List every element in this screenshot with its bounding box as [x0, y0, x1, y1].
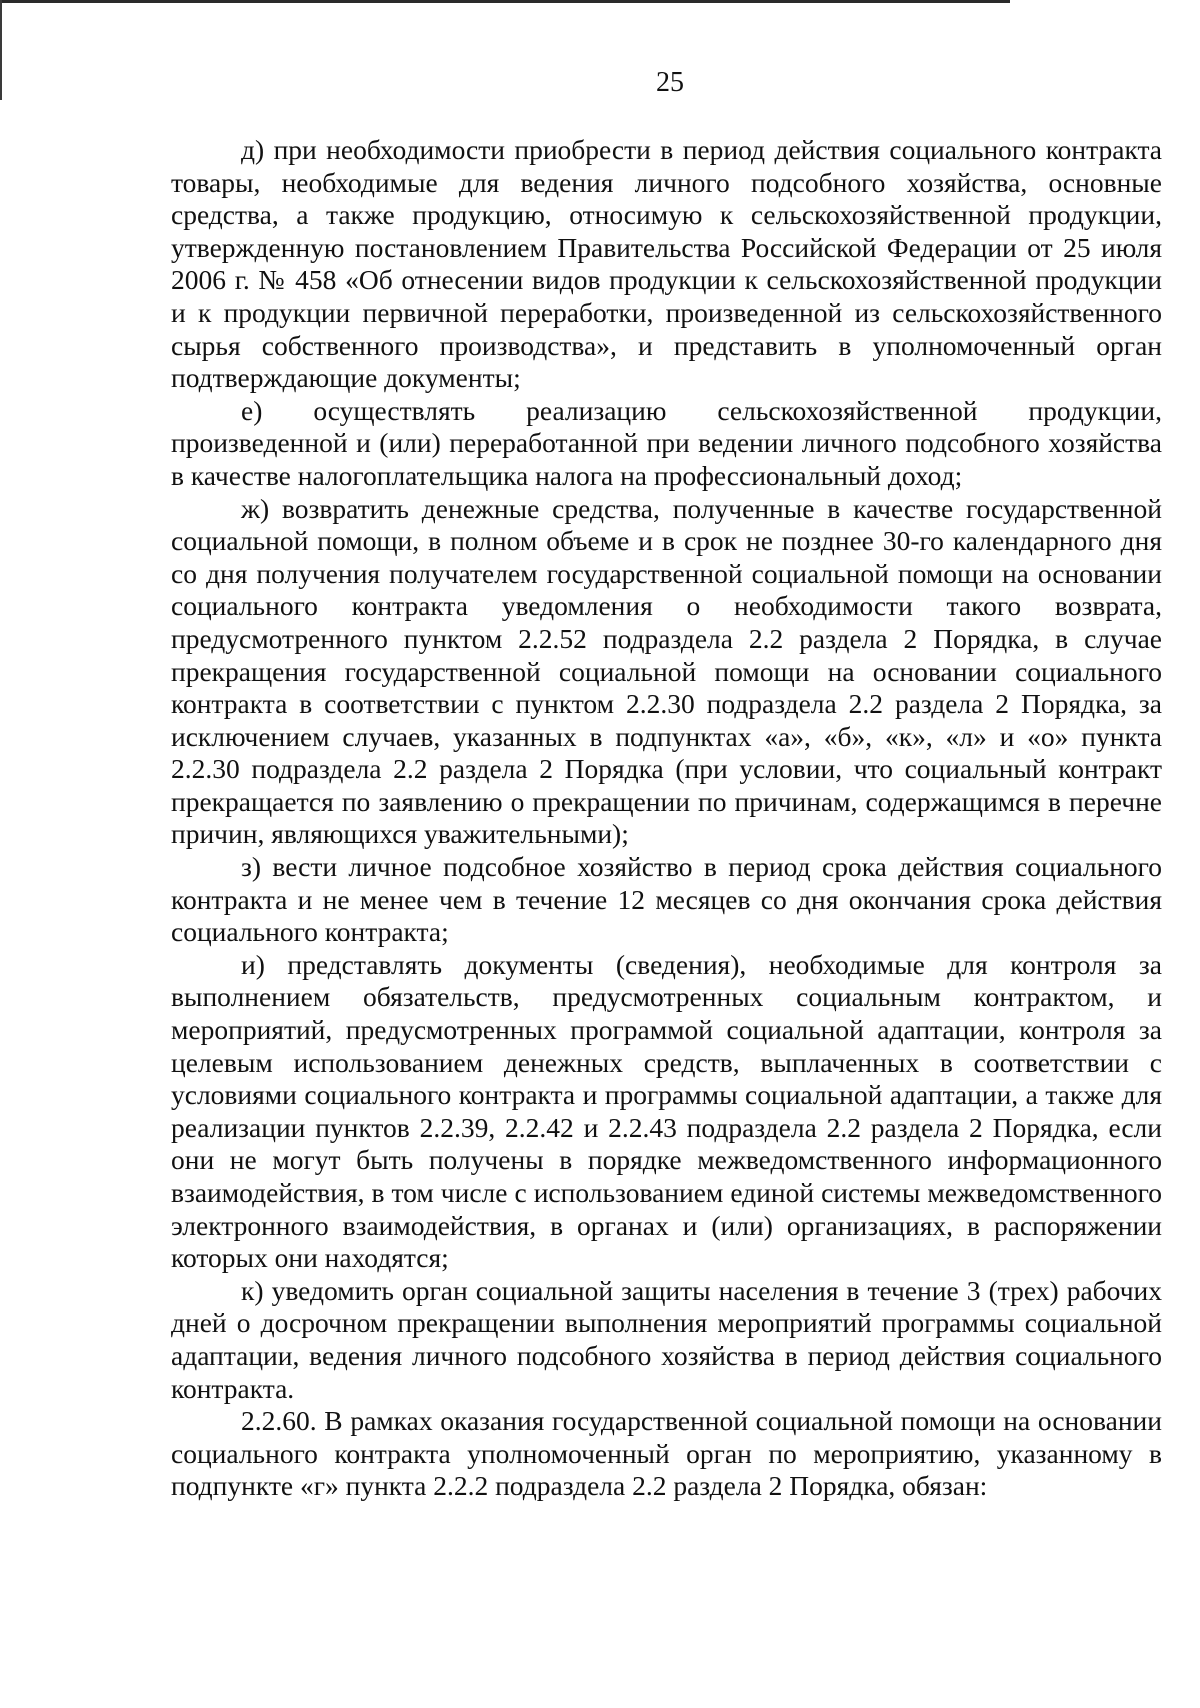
paragraph-i: и) представлять документы (сведения), необходимые для контроля за выполнением обязательств, предусмотренных социальным контрактом, и мероприятий, предусмотренных программой социальной адаптации, контроля за целевым использованием денежных средств, выплаченных в соответствии с условиями социального контракта и программы социальной адаптации, а также для реализации пунктов 2.2.39, 2.2.42 и 2.2.43 подраздела 2.2 раздела 2 Порядка, если они не могут быть получены в порядке межведомственного информационного взаимодействия, в том числе с использованием единой системы межведомственного электронного взаимодействия, в органах и (или) организациях, в распоряжении которых они находятся;: [171, 948, 1162, 1274]
paragraph-e: е) осуществлять реализацию сельскохозяйственной продукции, произведенной и (или) переработанной при ведении личного подсобного хозяйства в качестве налогоплательщика налога на профессиональный доход;: [171, 394, 1162, 491]
document-body: [171, 134, 1162, 1503]
scan-edge-top: [0, 0, 1010, 3]
paragraph-k: к) уведомить орган социальной защиты населения в течение 3 (трех) рабочих дней о досрочном прекращении выполнения мероприятий программы социальной адаптации, ведения личного подсобного хозяйства в период действия социального контракта.: [171, 1274, 1162, 1404]
page-number: 25: [656, 67, 684, 98]
paragraph-d: д) при необходимости приобрести в период действия социального контракта товары, необходимые для ведения личного подсобного хозяйства, основные средства, а также продукцию, относимую к сельскохозяйственной продукции, утвержденную постановлением Правительства Российской Федерации от 25 июля 2006 г. № 458 «Об отнесении видов продукции к сельскохозяйственной продукции и к продукции первичной переработки, произведенной из сельскохозяйственного сырья собственного производства», и представить в уполномоченный орган подтверждающие документы;: [171, 134, 1162, 394]
paragraph-z: з) вести личное подсобное хозяйство в период срока действия социального контракта и не менее чем в течение 12 месяцев со дня окончания срока действия социального контракта;: [171, 851, 1162, 948]
paragraph-zh: ж) возвратить денежные средства, полученные в качестве государственной социальной помощи, в полном объеме и в срок не позднее 30-го календарного дня со дня получения получателем государственной социальной помощи на основании социального контракта уведомления о необходимости такого возврата, предусмотренного пунктом 2.2.52 подраздела 2.2 раздела 2 Порядка, в случае прекращения государственной социальной помощи на основании социального контракта в соответствии с пунктом 2.2.30 подраздела 2.2 раздела 2 Порядка, за исключением случаев, указанных в подпунктах «а», «б», «к», «л» и «о» пункта 2.2.30 подраздела 2.2 раздела 2 Порядка (при условии, что социальный контракт прекращается по заявлению о прекращении по причинам, содержащимся в перечне причин, являющихся уважительными);: [171, 492, 1162, 850]
paragraph-2-2-60: 2.2.60. В рамках оказания государственной социальной помощи на основании социального контракта уполномоченный орган по мероприятию, указанному в подпункте «г» пункта 2.2.2 подраздела 2.2 раздела 2 Порядка, обязан:: [171, 1405, 1162, 1502]
